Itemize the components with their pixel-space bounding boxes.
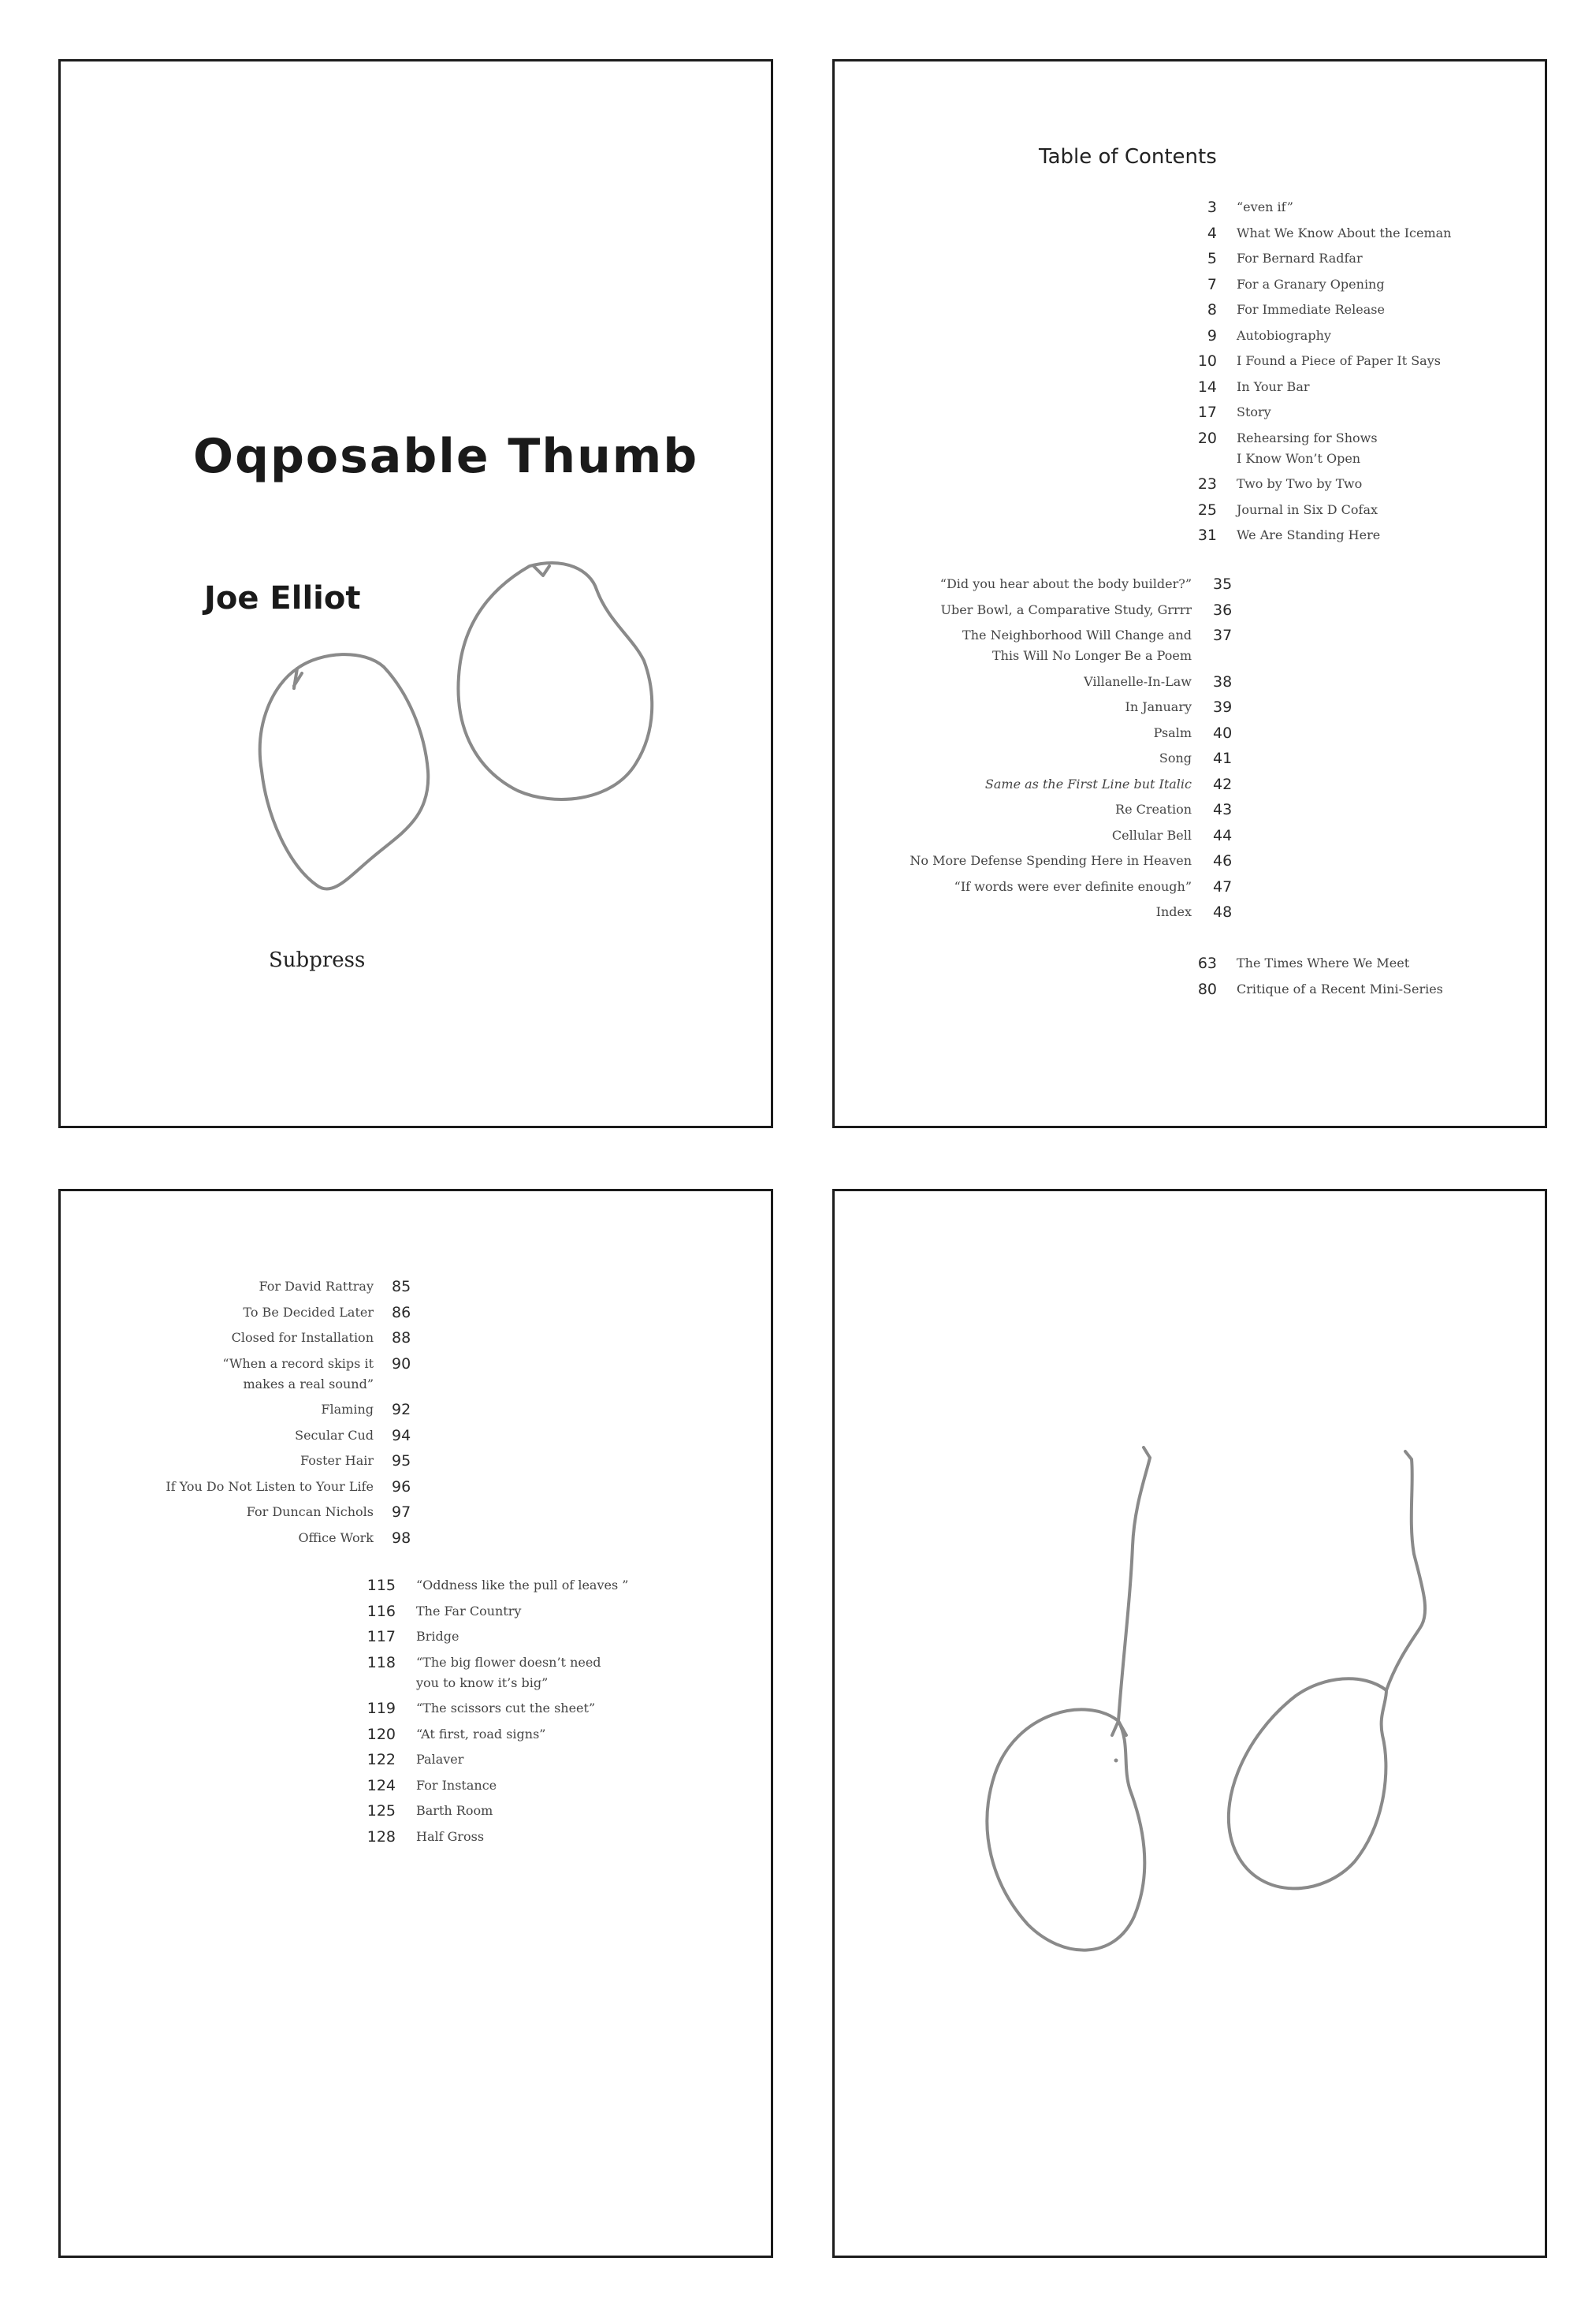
publisher-name: Subpress xyxy=(269,948,366,972)
toc-page-number: 37 xyxy=(1213,627,1233,644)
left-loop-sketch xyxy=(260,654,429,888)
toc-page-number: 17 xyxy=(1197,404,1217,421)
toc-entry-title: Re Creation xyxy=(1115,802,1192,817)
toc-page-number: 128 xyxy=(366,1827,396,1846)
toc-page-number: 122 xyxy=(366,1751,396,1768)
left-cherry-stem-base xyxy=(1112,1721,1126,1735)
toc-page-number: 7 xyxy=(1207,275,1217,293)
toc-entry xyxy=(835,953,1549,980)
toc-entry-title: “Oddness like the pull of leaves ” xyxy=(416,1578,629,1593)
toc-entry xyxy=(835,428,1549,466)
toc-entry-title: Palaver xyxy=(416,1752,464,1767)
toc-entry-title: Flaming xyxy=(321,1402,374,1417)
toc-entry-title: Secular Cud xyxy=(295,1427,374,1443)
toc-entry xyxy=(835,377,1549,404)
toc-entry-title: We Are Standing Here xyxy=(1237,527,1381,542)
toc-entry xyxy=(61,1827,776,1853)
toc-page-number: 20 xyxy=(1197,429,1217,447)
toc-entry xyxy=(835,825,1549,852)
toc-page-number: 95 xyxy=(392,1452,411,1470)
toc-entry xyxy=(835,799,1549,826)
toc-entry-title: Villanelle-In-Law xyxy=(1084,673,1192,689)
toc-entry xyxy=(61,1302,776,1329)
toc-page-number: 97 xyxy=(392,1503,411,1521)
toc-entry xyxy=(61,1652,776,1690)
toc-entry xyxy=(835,625,1549,663)
toc-entry xyxy=(835,402,1549,429)
toc-page-number: 9 xyxy=(1207,326,1217,345)
toc-entry xyxy=(61,1425,776,1452)
toc-entry-title: For Instance xyxy=(416,1777,497,1793)
toc-page-number: 98 xyxy=(392,1529,411,1547)
toc-entry xyxy=(835,326,1549,352)
toc-page-number: 115 xyxy=(366,1577,396,1594)
toc-page-number: 63 xyxy=(1197,955,1217,972)
book-title: Oqposable Thumb xyxy=(193,429,699,484)
toc-entry xyxy=(835,300,1549,326)
toc-entry-title: For Immediate Release xyxy=(1237,302,1385,317)
toc-entry-title: “At first, road signs” xyxy=(416,1726,546,1742)
cover-drawing xyxy=(61,61,776,1131)
toc-entry-title: Same as the First Line but Italic xyxy=(984,776,1192,792)
toc-entry-title: Bridge xyxy=(416,1629,459,1644)
book-author: Joe Elliot xyxy=(204,580,361,617)
toc-entry-title: The Times Where We Meet xyxy=(1237,956,1410,970)
toc-entry-title: Journal in Six D Cofax xyxy=(1237,501,1378,517)
toc-page-number: 44 xyxy=(1213,826,1233,844)
toc-entry xyxy=(61,1698,776,1725)
toc-entry-title: For Duncan Nichols xyxy=(246,1504,374,1519)
toc-entry-title: For Bernard Radfar xyxy=(1237,251,1363,266)
toc-entry-title: Psalm xyxy=(1153,725,1192,740)
toc-entry-title: To Be Decided Later xyxy=(243,1304,374,1320)
stray-dot xyxy=(1114,1759,1118,1763)
toc-entry xyxy=(835,697,1549,724)
toc-entry xyxy=(61,1276,776,1303)
left-cherry-stem xyxy=(1118,1447,1150,1721)
toc-entry-title: Barth Room xyxy=(416,1803,493,1818)
toc-page-number: 3 xyxy=(1207,199,1217,216)
toc-page-number: 120 xyxy=(366,1725,396,1743)
toc-entry xyxy=(61,1328,776,1354)
toc-page-number: 119 xyxy=(366,1700,396,1717)
toc-page-number: 80 xyxy=(1197,980,1217,998)
cherry-drawing xyxy=(835,1191,1549,2260)
toc-entry-title: Song xyxy=(1159,751,1192,766)
toc-page-2 xyxy=(58,1189,773,2258)
toc-entry-title: “The scissors cut the sheet” xyxy=(416,1701,596,1716)
toc-page-number: 10 xyxy=(1197,352,1217,370)
toc-entry-title: Office Work xyxy=(298,1529,374,1545)
toc-entry xyxy=(835,672,1549,699)
toc-page-number: 23 xyxy=(1197,475,1217,493)
toc-entry-title: Two by Two by Two xyxy=(1237,476,1363,491)
toc-page-number: 31 xyxy=(1197,527,1217,544)
toc-entry xyxy=(835,474,1549,501)
toc-entry xyxy=(61,1354,776,1391)
toc-entry-title: Critique of a Recent Mini-Series xyxy=(1237,981,1443,997)
toc-page-number: 116 xyxy=(366,1602,396,1620)
toc-entry xyxy=(61,1451,776,1477)
toc-entry xyxy=(61,1775,776,1802)
toc-entry xyxy=(61,1502,776,1529)
toc-page-number: 118 xyxy=(366,1653,396,1671)
toc-page-number: 40 xyxy=(1213,724,1233,742)
toc-entry xyxy=(835,248,1549,275)
cover-page xyxy=(58,59,773,1128)
toc-entry-title: Story xyxy=(1237,404,1271,419)
toc-entry-title: For David Rattray xyxy=(259,1279,374,1294)
toc-entry-title: I Found a Piece of Paper It Says xyxy=(1237,353,1441,368)
toc-page-number: 4 xyxy=(1207,224,1217,242)
toc-page-number: 94 xyxy=(392,1426,411,1444)
left-loop-mark xyxy=(294,669,302,688)
toc-page-number: 86 xyxy=(392,1303,411,1321)
toc-entry xyxy=(835,351,1549,378)
drawing-page xyxy=(832,1189,1547,2258)
toc-page-1 xyxy=(832,59,1547,1128)
toc-entry-title: Autobiography xyxy=(1237,327,1331,343)
toc-entry-title: “Did you hear about the body builder?” xyxy=(939,576,1192,591)
toc-page-number: 8 xyxy=(1207,301,1217,319)
toc-page-number: 42 xyxy=(1213,775,1233,793)
toc-page-number: 117 xyxy=(366,1628,396,1645)
toc-entry xyxy=(835,274,1549,301)
toc-entry xyxy=(61,1528,776,1555)
toc-entry-title: Cellular Bell xyxy=(1111,827,1192,843)
toc-entry xyxy=(835,600,1549,627)
toc-entry xyxy=(61,1724,776,1751)
toc-entry-title: “If words were ever definite enough” xyxy=(954,878,1192,894)
toc-page-number: 41 xyxy=(1213,750,1233,767)
right-cherry-stem xyxy=(1386,1451,1425,1690)
toc-page-number: 14 xyxy=(1197,378,1217,396)
toc-page-number: 38 xyxy=(1213,672,1233,691)
toc-entry xyxy=(835,500,1549,527)
toc-entry-title: Uber Bowl, a Comparative Study, Grrrr xyxy=(940,602,1192,617)
toc-entry-title: Closed for Installation xyxy=(231,1330,374,1345)
toc-page-number: 35 xyxy=(1213,576,1233,593)
toc-entry-title: In Your Bar xyxy=(1237,378,1310,394)
toc-entry xyxy=(61,1601,776,1628)
toc-entry-title: “When a record skips it makes a real sound” xyxy=(222,1355,374,1391)
toc-page-number: 92 xyxy=(392,1401,411,1418)
toc-entry-title: What We Know About the Iceman xyxy=(1237,225,1452,240)
toc-page-number: 43 xyxy=(1213,801,1233,818)
toc-entry xyxy=(61,1575,776,1602)
toc-page-number: 46 xyxy=(1213,852,1233,870)
toc-entry-title: Rehearsing for Shows I Know Won’t Open xyxy=(1237,430,1378,466)
toc-entry-title: In January xyxy=(1125,699,1192,714)
toc-entry xyxy=(835,877,1549,903)
toc-page-number: 85 xyxy=(392,1278,411,1295)
toc-page-number: 5 xyxy=(1207,250,1217,267)
toc-page-number: 124 xyxy=(366,1776,396,1794)
toc-entry xyxy=(61,1399,776,1426)
toc-page-number: 96 xyxy=(392,1477,411,1496)
toc-entry-title: “even if” xyxy=(1237,199,1293,214)
left-cherry-sketch xyxy=(987,1709,1144,1950)
toc-entry-title: The Neighborhood Will Change and This Will No Longer Be a Poem xyxy=(962,628,1192,663)
toc-entry xyxy=(835,197,1549,224)
toc-entry xyxy=(835,979,1549,1006)
toc-heading: Table of Contents xyxy=(1039,145,1217,169)
toc-entry-title: Index xyxy=(1155,904,1192,919)
toc-entry-title: “The big flower doesn’t need you to know it’s big” xyxy=(416,1654,601,1690)
toc-entry xyxy=(61,1477,776,1503)
toc-entry xyxy=(835,851,1549,877)
toc-entry-title: Foster Hair xyxy=(300,1453,374,1468)
toc-page-number: 88 xyxy=(392,1329,411,1347)
toc-entry-title: If You Do Not Listen to Your Life xyxy=(166,1478,374,1494)
toc-page-number: 25 xyxy=(1197,501,1217,519)
toc-entry xyxy=(61,1801,776,1827)
right-loop-mark xyxy=(534,566,549,576)
toc-page-number: 90 xyxy=(392,1354,411,1373)
toc-entry-title: No More Defense Spending Here in Heaven xyxy=(910,853,1192,868)
toc-page-number: 125 xyxy=(366,1802,396,1820)
toc-entry xyxy=(835,774,1549,801)
toc-entry xyxy=(835,223,1549,250)
toc-page-number: 47 xyxy=(1213,877,1233,896)
toc-entry xyxy=(61,1626,776,1653)
toc-entry-title: For a Granary Opening xyxy=(1237,276,1385,292)
toc-entry xyxy=(61,1749,776,1776)
toc-entry xyxy=(835,748,1549,775)
toc-entry-title: The Far Country xyxy=(416,1603,522,1619)
toc-entry-title: Half Gross xyxy=(416,1828,485,1844)
right-loop-sketch xyxy=(458,563,652,799)
toc-page-number: 48 xyxy=(1213,903,1233,921)
toc-entry xyxy=(835,902,1549,929)
toc-entry xyxy=(835,525,1549,552)
toc-page-number: 39 xyxy=(1213,699,1233,716)
toc-page-number: 36 xyxy=(1213,601,1233,619)
right-cherry-sketch xyxy=(1229,1678,1386,1888)
toc-entry xyxy=(835,574,1549,601)
toc-entry xyxy=(835,723,1549,750)
